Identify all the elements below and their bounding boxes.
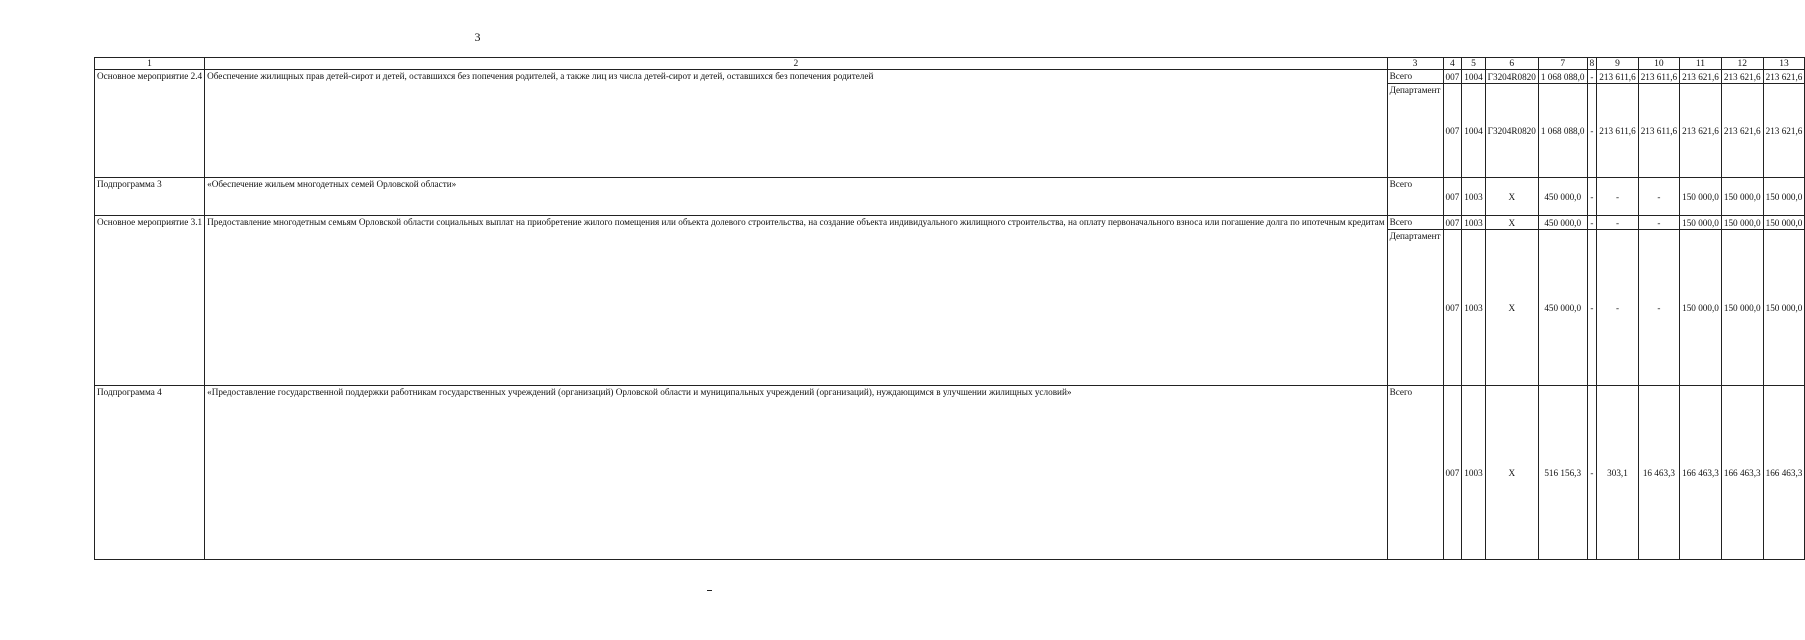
table-cell: 166 463,3: [1763, 386, 1805, 560]
table-cell: 007: [1443, 84, 1462, 178]
row-description: Обеспечение жилищных прав детей-сирот и детей, оставшихся без попечения родителей, а также лиц из числа детей-сирот и детей, оставшихся без попечения родителей: [205, 70, 1387, 178]
row-executor: Всего: [1387, 216, 1443, 230]
column-header: 10: [1638, 58, 1679, 70]
column-header: 7: [1538, 58, 1587, 70]
row-label: Основное мероприятие 2.4: [95, 70, 205, 178]
table-cell: 450 000,0: [1538, 178, 1587, 216]
table-cell: -: [1587, 178, 1597, 216]
table-cell: 450 000,0: [1538, 230, 1587, 386]
table-cell: 150 000,0: [1721, 178, 1763, 216]
table-cell: 1003: [1462, 230, 1485, 386]
column-header: 13: [1763, 58, 1805, 70]
table-cell: -: [1638, 216, 1679, 230]
table-cell: -: [1587, 230, 1597, 386]
table-cell: Х: [1485, 230, 1538, 386]
table-cell: Г3204R0820: [1485, 84, 1538, 178]
table-cell: 166 463,3: [1721, 386, 1763, 560]
table-cell: 1 068 088,0: [1538, 84, 1587, 178]
table-cell: 007: [1443, 70, 1462, 84]
row-executor: Всего: [1387, 386, 1443, 560]
column-header: 9: [1597, 58, 1638, 70]
table-cell: 16 463,3: [1638, 386, 1679, 560]
table-cell: 150 000,0: [1763, 216, 1805, 230]
row-description: «Предоставление государственной поддержки работникам государственных учреждений (организаций) Орловской области и муниципальных учреждений (организаций), нуждающимся в улучшении жилищных условий»: [205, 386, 1387, 560]
column-header: 12: [1721, 58, 1763, 70]
table-cell: -: [1587, 70, 1597, 84]
table-cell: -: [1587, 216, 1597, 230]
table-cell: Г3204R0820: [1485, 70, 1538, 84]
column-header: 5: [1462, 58, 1485, 70]
table-cell: 150 000,0: [1680, 230, 1722, 386]
table-cell: 303,1: [1597, 386, 1638, 560]
column-header: 1: [95, 58, 205, 70]
table-cell: 213 611,6: [1638, 70, 1679, 84]
table-cell: 1003: [1462, 178, 1485, 216]
table-cell: Х: [1485, 386, 1538, 560]
table-cell: Х: [1485, 216, 1538, 230]
row-label: Основное мероприятие 3.1: [95, 216, 205, 386]
table-cell: 1003: [1462, 386, 1485, 560]
table-cell: 213 611,6: [1597, 84, 1638, 178]
table-cell: 213 621,6: [1763, 84, 1805, 178]
table-cell: -: [1587, 386, 1597, 560]
budget-table: [94, 57, 1805, 560]
row-executor: Всего: [1387, 178, 1443, 216]
row-executor: Всего: [1387, 70, 1443, 84]
table-cell: 516 156,3: [1538, 386, 1587, 560]
table-cell: 007: [1443, 216, 1462, 230]
table-cell: -: [1597, 178, 1638, 216]
table-cell: -: [1597, 230, 1638, 386]
table-row: [95, 70, 1805, 84]
table-cell: 450 000,0: [1538, 216, 1587, 230]
column-header: 4: [1443, 58, 1462, 70]
table-cell: 1 068 088,0: [1538, 70, 1587, 84]
page-number: 3: [474, 30, 481, 44]
row-executor: Департамент: [1387, 84, 1443, 178]
table-row: [95, 178, 1805, 216]
table-cell: 213 621,6: [1680, 70, 1722, 84]
column-header: 3: [1387, 58, 1443, 70]
table-cell: 007: [1443, 178, 1462, 216]
table-cell: 150 000,0: [1763, 178, 1805, 216]
table-cell: 150 000,0: [1763, 230, 1805, 386]
table-cell: 213 611,6: [1597, 70, 1638, 84]
table-cell: -: [1638, 230, 1679, 386]
table-cell: 213 621,6: [1763, 70, 1805, 84]
table-cell: 150 000,0: [1721, 216, 1763, 230]
table-row: [95, 386, 1805, 560]
table-cell: 007: [1443, 386, 1462, 560]
header-row: [95, 58, 1805, 70]
table-cell: 150 000,0: [1680, 178, 1722, 216]
column-header: 8: [1587, 58, 1597, 70]
table-cell: -: [1597, 216, 1638, 230]
row-label: Подпрограмма 3: [95, 178, 205, 216]
table-cell: 007: [1443, 230, 1462, 386]
table-cell: -: [1587, 84, 1597, 178]
table-cell: 213 621,6: [1721, 70, 1763, 84]
table-cell: Х: [1485, 178, 1538, 216]
table-cell: 213 621,6: [1680, 84, 1722, 178]
column-header: 2: [205, 58, 1387, 70]
table-cell: 150 000,0: [1680, 216, 1722, 230]
scan-mark: [707, 590, 712, 591]
row-label: Подпрограмма 4: [95, 386, 205, 560]
table-cell: 1004: [1462, 70, 1485, 84]
row-description: Предоставление многодетным семьям Орловской области социальных выплат на приобретение жилого помещения или объекта долевого строительства, на создание объекта индивидуального жилищного строительства, на оплату первоначального взноса или погашение долга по ипотечным кредитам: [205, 216, 1387, 386]
column-header: 6: [1485, 58, 1538, 70]
table-cell: 166 463,3: [1680, 386, 1722, 560]
row-description: «Обеспечение жильем многодетных семей Орловской области»: [205, 178, 1387, 216]
table-cell: 1004: [1462, 84, 1485, 178]
table-row: [95, 216, 1805, 230]
column-header: 11: [1680, 58, 1722, 70]
table-cell: 213 621,6: [1721, 84, 1763, 178]
table-cell: -: [1638, 178, 1679, 216]
row-executor: Департамент: [1387, 230, 1443, 386]
table-cell: 213 611,6: [1638, 84, 1679, 178]
table-cell: 1003: [1462, 216, 1485, 230]
table-cell: 150 000,0: [1721, 230, 1763, 386]
